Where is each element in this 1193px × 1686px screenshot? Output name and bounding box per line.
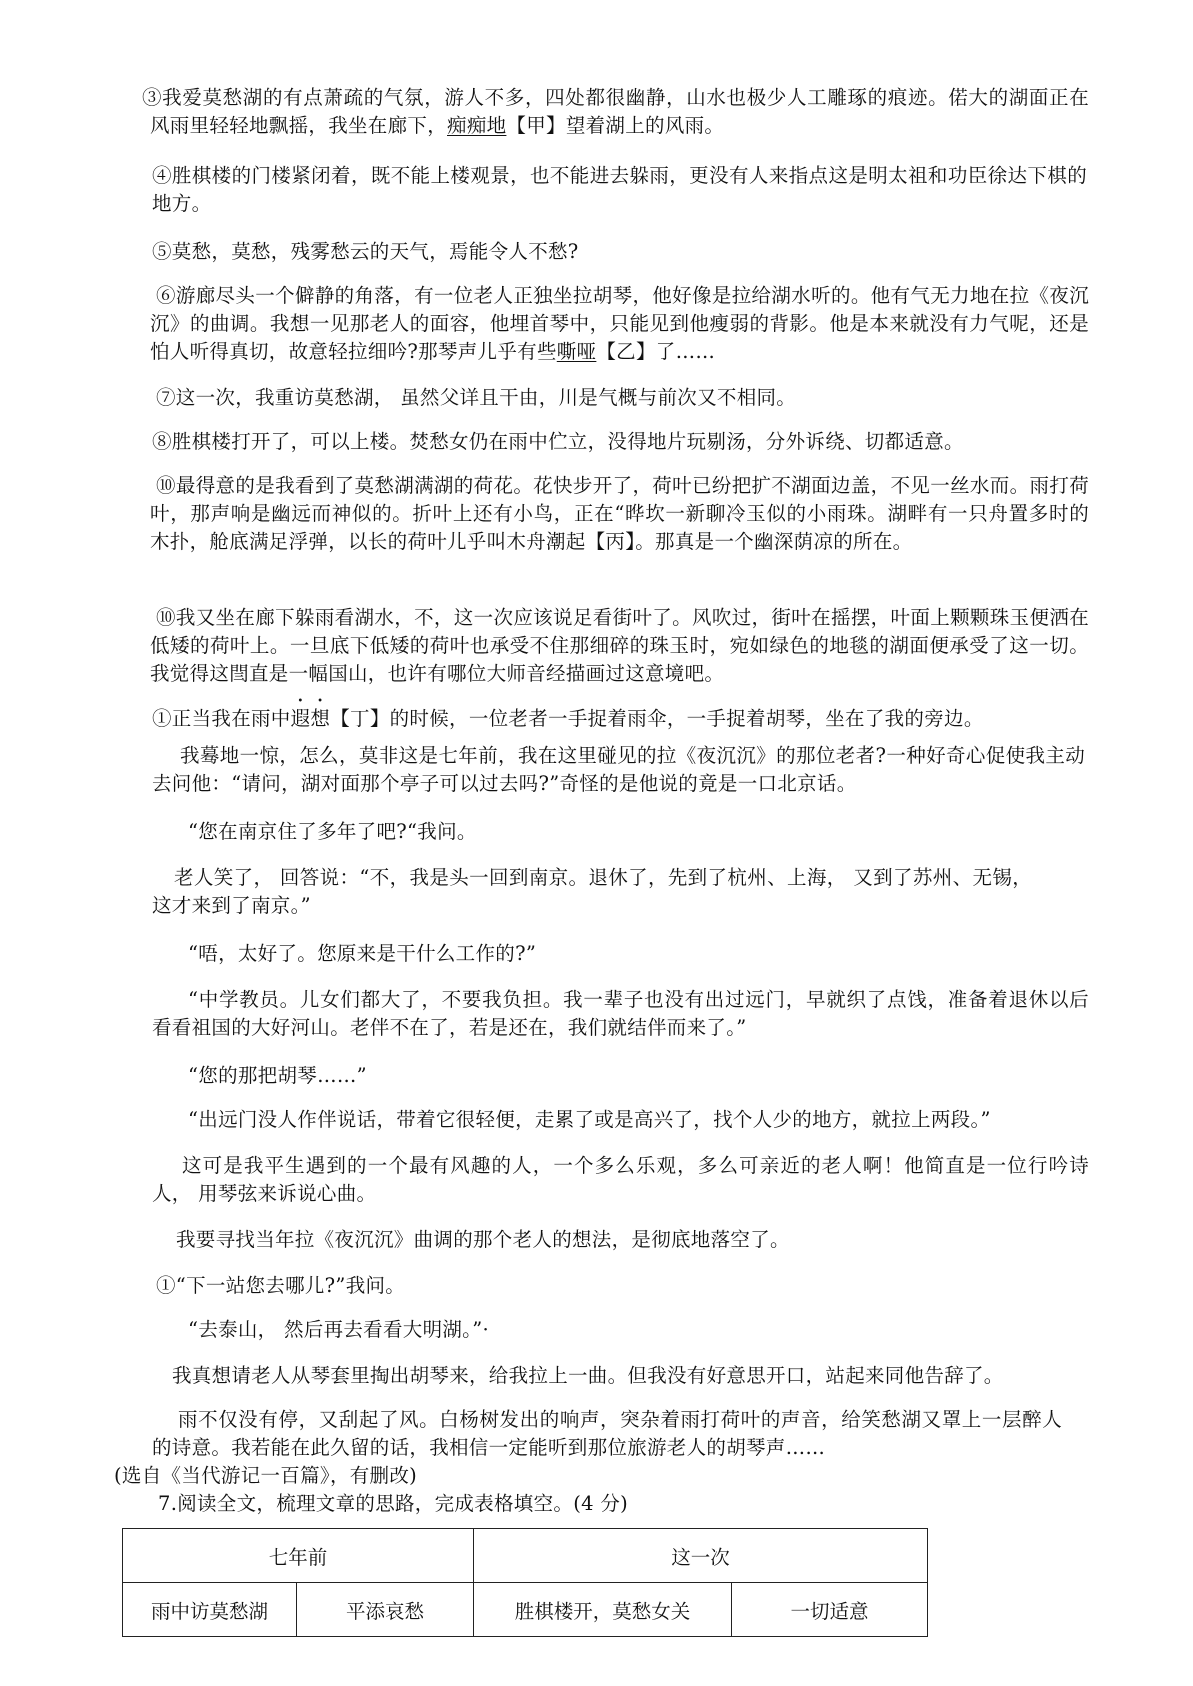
- text: 【丁】的时候，一位老者一手捉着雨伞，一手捉着胡琴，坐在了我的旁边。: [330, 707, 984, 730]
- paragraph-13: “您在南京住了多年了吧?“我问。: [188, 820, 477, 843]
- table-row: [123, 1583, 928, 1637]
- paragraph-12: 我蓦地一惊，怎么，莫非这是七年前，我在这里碰见的拉《夜沉沉》的那位老者?一种好奇心促使我主动去问他：“请问，湖对面那个亭子可以过去吗?”奇怪的是他说的竟是一口北京话。: [152, 744, 1085, 795]
- paragraph-23: 我真想请老人从琴套里掏出胡琴来，给我拉上一曲。但我没有好意思开口，站起来同他告辞了。: [172, 1364, 1004, 1387]
- paragraph-17: “您的那把胡琴……”: [188, 1064, 367, 1087]
- underlined-word: 嘶哑: [556, 340, 597, 363]
- paragraph-24: 雨不仅没有停，又刮起了风。白杨树发出的响声，突杂着雨打荷叶的声音，给笑愁湖又罩上一层醉人的诗意。我若能在此久留的话，我相信一定能听到那位旅游老人的胡琴声……: [152, 1408, 1062, 1459]
- paragraph-21: ①“下一站您去哪儿?”我问。: [156, 1274, 406, 1297]
- header-cell-before: 七年前: [123, 1529, 474, 1583]
- paragraph-15: “唔，太好了。您原来是干什么工作的?”: [188, 942, 537, 965]
- paragraph-18: “出远门没人作伴说话，带着它很轻便，走累了或是高兴了，找个人少的地方，就拉上两段。”: [188, 1108, 991, 1131]
- paragraph-9: ⑩最得意的是我看到了莫愁湖满湖的荷花。花快步开了，荷叶已纷把扩不湖面边盖，不见一丝水而。雨打荷叶，那声响是幽远而神似的。折叶上还有小鸟，正在“晔坎一新聊冷玉似的小雨珠。湖畔有一只舟置多时的木扑，舱底满足浮弹，以长的荷叶儿乎叫木舟潮起【丙】。那真是一个幽深荫凉的所在。: [150, 474, 1089, 553]
- question-7: 7.阅读全文，梳理文章的思路，完成表格填空。(4 分): [158, 1492, 629, 1515]
- table-cell: 雨中访莫愁湖: [123, 1583, 297, 1637]
- paragraph-11: [152, 696, 1087, 733]
- table-cell: 平添哀愁: [297, 1583, 474, 1637]
- underlined-word: 痴痴地: [447, 114, 507, 137]
- paragraph-10: ⑩我又坐在廊下躲雨看湖水，不，这一次应该说足看街叶了。风吹过，街叶在摇摆，叶面上颗颗珠玉便洒在低矮的荷叶上。一旦底下低矮的荷叶也承受不住那细碎的珠玉时，宛如绿色的地毯的湖面便承受了这一切。我觉得这閆直是一幅国山，也许有哪位大师音经描画过这意境吧。: [150, 606, 1089, 685]
- answer-table: [122, 1528, 928, 1637]
- table-row: [123, 1529, 928, 1583]
- paragraph-14: 老人笑了， 回答说：“不，我是头一回到南京。退休了，先到了杭州、上海， 又到了苏州、无锡，这才来到了南京。”: [152, 866, 1032, 917]
- table-cell: 胜棋楼开，莫愁女关: [474, 1583, 732, 1637]
- paragraph-20: 我要寻找当年拉《夜沉沉》曲调的那个老人的想法，是彻底地落空了。: [176, 1228, 790, 1251]
- text: ①正当我在雨中: [152, 707, 291, 730]
- text: 【甲】望着湖上的风雨。: [506, 114, 725, 137]
- paragraph-5: ⑤莫愁，莫愁，残雾愁云的天气，焉能令人不愁?: [152, 240, 579, 263]
- source-note: (选自《当代游记一百篇》，有删改): [114, 1464, 418, 1487]
- paragraph-7: ⑦这一次，我重访莫愁湖， 虽然父详且干由，川是气概与前次又不相同。: [156, 386, 797, 409]
- paragraph-8: ⑧胜棋楼打开了，可以上楼。焚愁女仍在雨中伫立，没得地片玩剔汤，分外诉绕、切都适意。: [152, 430, 964, 453]
- paragraph-19: 这可是我平生遇到的一个最有风趣的人，一个多么乐观，多么可亲近的老人啊！他简直是一位行吟诗人， 用琴弦来诉说心曲。: [152, 1154, 1089, 1205]
- text: ③我爱莫愁湖的有点萧疏的气氛，游人不多，四处都很幽静，山水也极少人工雕琢的痕迹。偌大的湖面正在风雨里轻轻地飘摇，我坐在廊下，: [142, 86, 1089, 137]
- paragraph-16: “中学教员。儿女们都大了，不要我负担。我一辈子也没有出过远门，早就织了点饯，准备着退休以后看看祖国的大好河山。老伴不在了，若是还在，我们就结伴而来了。”: [152, 988, 1089, 1039]
- paragraph-22: “去泰山， 然后再去看看大明湖。”·: [188, 1318, 489, 1341]
- paragraph-3: [142, 84, 1089, 140]
- table-cell: 一切适意: [732, 1583, 928, 1637]
- emphasized-word: 遐想: [290, 707, 331, 730]
- header-cell-this-time: 这一次: [474, 1529, 928, 1583]
- paragraph-4: ④胜棋楼的门楼紧闭着，既不能上楼观景，也不能进去躲雨，更没有人来指点这是明太祖和功臣徐达下棋的地方。: [152, 164, 1087, 215]
- text: ⑥游廊尽头一个僻静的角落，有一位老人正独坐拉胡琴，他好像是拉给湖水听的。他有气无力地在拉《夜沉沉》的曲调。我想一见那老人的面容，他埋首琴中，只能见到他瘦弱的背影。他是本来就没有力气呢，还是怕人听得真切，故意轻拉细吟?那琴声儿乎有些: [150, 284, 1089, 363]
- text: 【乙】了……: [596, 340, 716, 363]
- paragraph-6: [150, 282, 1089, 366]
